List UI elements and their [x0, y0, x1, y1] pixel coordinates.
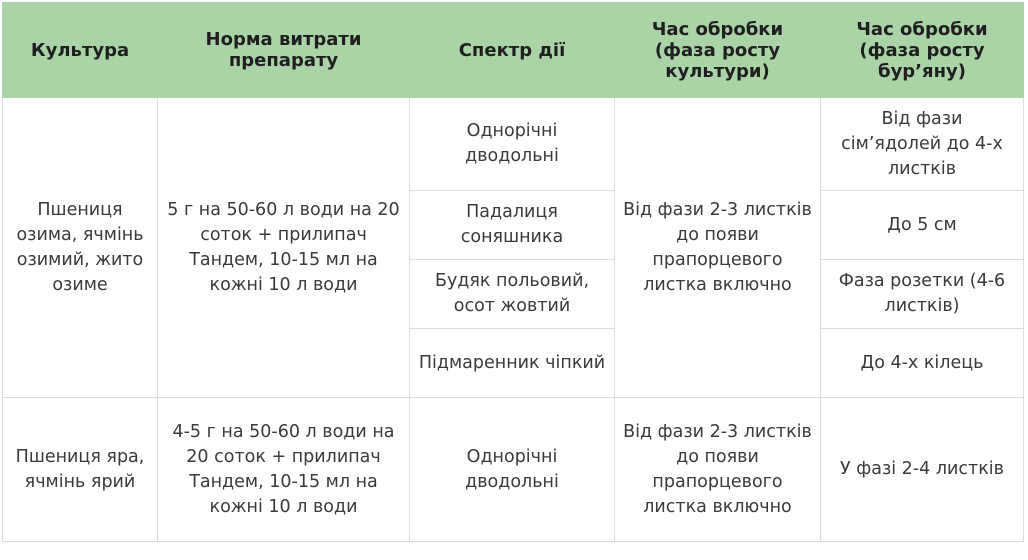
spectrum-cell: Однорічні дводольні [410, 98, 615, 191]
weed-phase-cell: До 5 см [821, 191, 1024, 260]
crop-phase-cell: Від фази 2-3 листків до появи прапорцевого листка включно [615, 398, 821, 542]
weed-phase-cell: Фаза розетки (4-6 листків) [821, 260, 1024, 329]
rate-cell: 5 г на 50-60 л води на 20 соток + прилипач Тандем, 10-15 мл на кожні 10 л води [158, 98, 410, 398]
header-crop-phase: Час обробки (фаза росту культури) [615, 3, 821, 98]
header-crop: Культура [3, 3, 158, 98]
header-row [3, 3, 1024, 98]
crop-cell: Пшениця озима, ячмінь озимий, жито озиме [3, 98, 158, 398]
table-row [3, 398, 1024, 542]
table-row [3, 98, 1024, 191]
header-weed-phase: Час обробки (фаза росту бур’яну) [821, 3, 1024, 98]
rate-cell: 4-5 г на 50-60 л води на 20 соток + прилипач Тандем, 10-15 мл на кожні 10 л води [158, 398, 410, 542]
spectrum-cell: Однорічні дводольні [410, 398, 615, 542]
crop-phase-cell: Від фази 2-3 листків до появи прапорцевого листка включно [615, 98, 821, 398]
weed-phase-cell: Від фази сім’ядолей до 4-х листків [821, 98, 1024, 191]
header-rate: Норма витрати препарату [158, 3, 410, 98]
spectrum-cell: Підмаренник чіпкий [410, 329, 615, 398]
weed-phase-cell: У фазі 2-4 листків [821, 398, 1024, 542]
weed-phase-cell: До 4-х кілець [821, 329, 1024, 398]
header-spectrum: Спектр дії [410, 3, 615, 98]
herbicide-application-table [2, 2, 1024, 542]
spectrum-cell: Будяк польовий, осот жовтий [410, 260, 615, 329]
crop-cell: Пшениця яра, ячмінь ярий [3, 398, 158, 542]
spectrum-cell: Падалиця соняшника [410, 191, 615, 260]
